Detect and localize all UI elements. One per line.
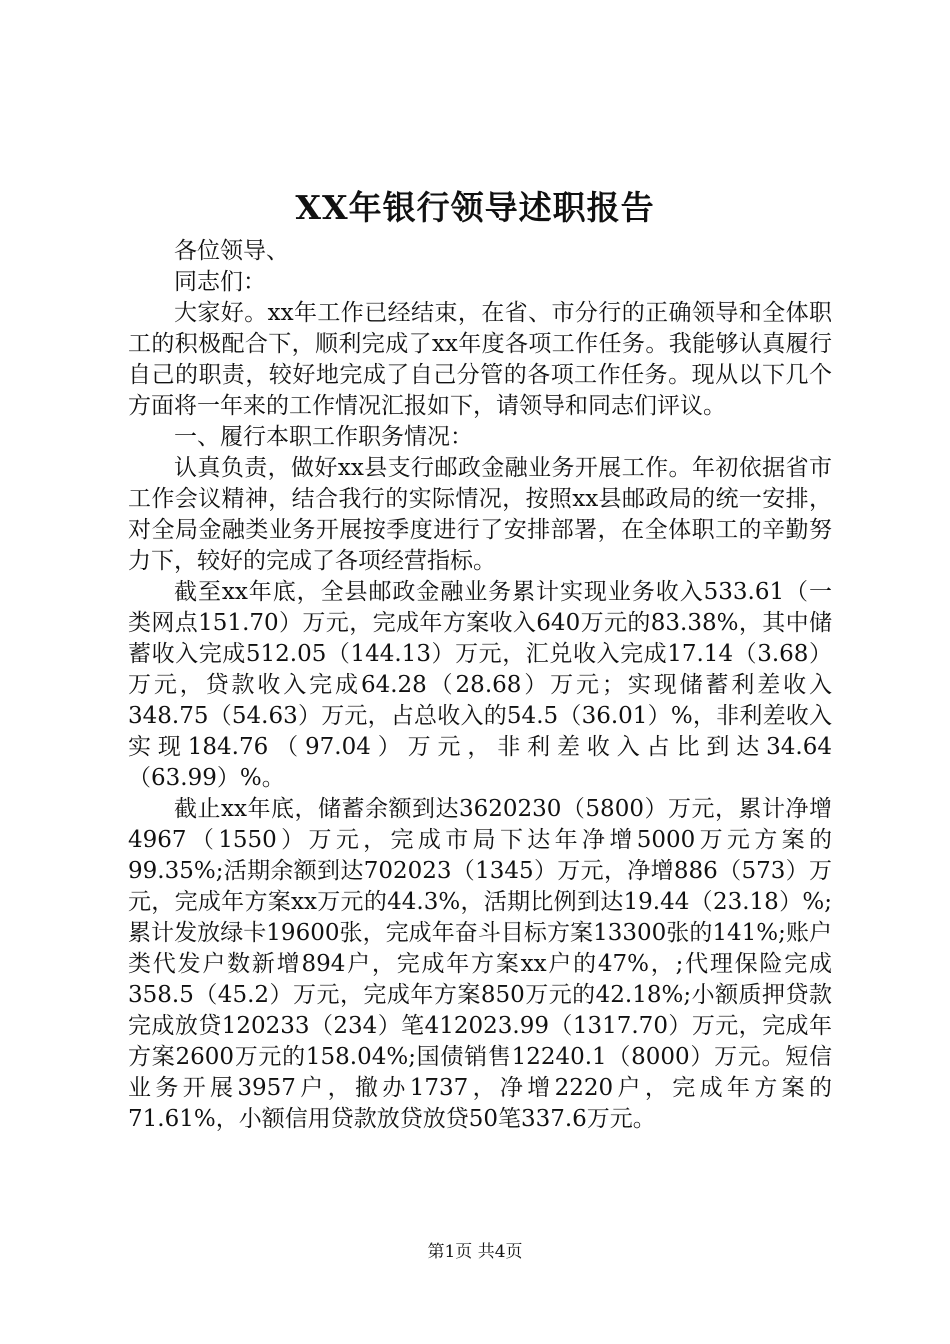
salutation-line-1: 各位领导、 [174,238,289,264]
page-footer: 第1页 共4页 [427,1242,523,1262]
salutation-line-2: 同志们： [174,269,266,295]
section-heading-1: 一、履行本职工作职务情况： [174,424,473,450]
body-paragraph: 截止xx年底，储蓄余额到达3620230（5800）万元，累计净增4967（1550）万元，完成市局下达年净增5000万元方案的99.35%;活期余额到达702023（1345）万元，净增886（573）万元，完成年方案xx万元的44.3%，活期比例到达19.44（23.18）%;累计发放绿卡19600张，完成年奋斗目标方案13300张的141%;账户类代发户数新增894户，完成年方案xx户的47%，;代理保险完成358.5（45.2）万元，完成年方案850万元的42.18%;小额质押贷款完成放贷120233（234）笔412023.99（1317.70）万元，完成年方案2600万元的158.04%;国债销售12240.1（8000）万元。短信业务开展3957户，撤办1737，净增2220户，完成年方案的71.61%，小额信用贷款放贷放贷50笔337.6万元。 [128,796,832,1132]
body-paragraph: 认真负责，做好xx县支行邮政金融业务开展工作。年初依据省市工作会议精神，结合我行的实际情况，按照xx县邮政局的统一安排，对全局金融类业务开展按季度进行了安排部署，在全体职工的辛勤努力下，较好的完成了各项经营指标。 [128,455,832,574]
document-title: XX年银行领导述职报告 [295,188,655,227]
intro-paragraph: 大家好。xx年工作已经结束，在省、市分行的正确领导和全体职工的积极配合下，顺利完成了xx年度各项工作任务。我能够认真履行自己的职责，较好地完成了自己分管的各项工作任务。现从以下几个方面将一年来的工作情况汇报如下，请领导和同志们评议。 [128,300,832,419]
document-body [128,236,832,1135]
body-paragraph: 截至xx年底，全县邮政金融业务累计实现业务收入533.61（一类网点151.70）万元，完成年方案收入640万元的83.38%，其中储蓄收入完成512.05（144.13）万元，汇兑收入完成17.14（3.68）万元，贷款收入完成64.28（28.68）万元；实现储蓄利差收入348.75（54.63）万元，占总收入的54.5（36.01）%，非利差收入实现184.76（97.04）万元，非利差收入占比到达34.64（63.99）%。 [128,579,832,791]
